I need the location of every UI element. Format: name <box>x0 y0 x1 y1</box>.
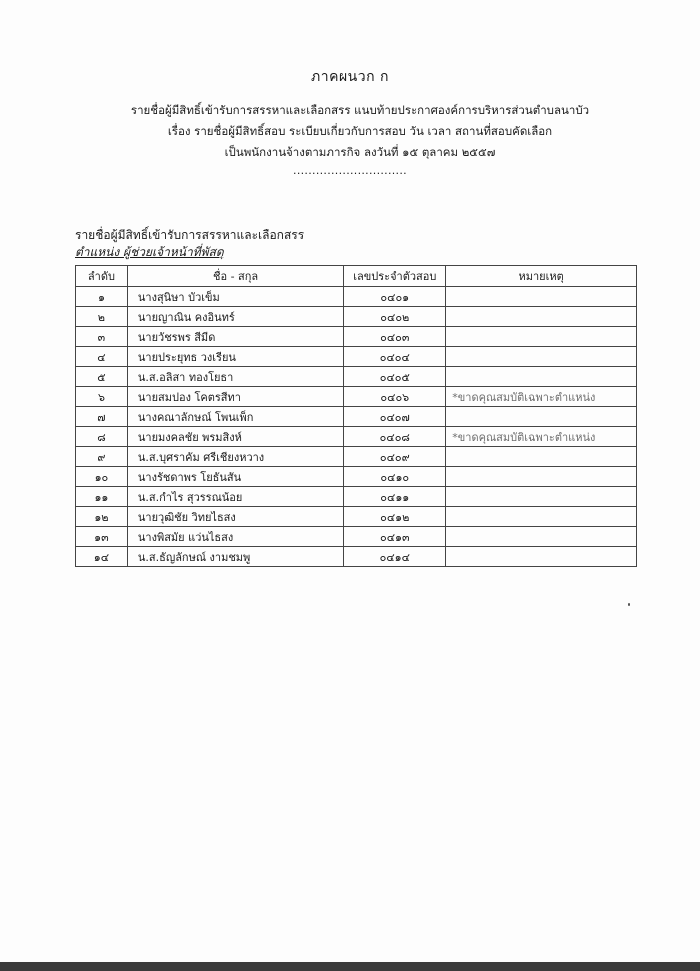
row-name: น.ส.ธัญลักษณ์ งามชมพู <box>127 547 343 567</box>
table-row <box>76 307 637 327</box>
appendix-title: ภาคผนวก ก <box>311 69 389 85</box>
row-exam-id: ๐๔๑๐ <box>344 467 446 487</box>
row-remark: *ขาดคุณสมบัติเฉพาะตำแหน่ง <box>446 427 637 447</box>
row-order: ๖ <box>76 387 128 407</box>
heading-line-1: รายชื่อผู้มีสิทธิ์เข้ารับการสรรหาและเลือกสรร แนบท้ายประกาศองค์การบริหารส่วนตำบลนาบัว <box>130 103 590 117</box>
position-line: ตำแหน่ง ผู้ช่วยเจ้าหน้าที่พัสดุ <box>75 245 224 259</box>
row-order: ๔ <box>76 347 128 367</box>
row-name: นางคณาลักษณ์ โพนเพ็ก <box>127 407 343 427</box>
header-order: ลำดับ <box>76 266 128 287</box>
row-name: นายสมปอง โคตรสีทา <box>127 387 343 407</box>
header-remark: หมายเหตุ <box>446 266 637 287</box>
row-remark <box>446 527 637 547</box>
heading-line-3: เป็นพนักงานจ้างตามภารกิจ ลงวันที่ ๑๕ ตุลาคม ๒๕๕๗ <box>224 145 496 159</box>
document-heading <box>60 100 660 163</box>
table-row <box>76 487 637 507</box>
row-remark: *ขาดคุณสมบัติเฉพาะตำแหน่ง <box>446 387 637 407</box>
row-exam-id: ๐๔๐๖ <box>344 387 446 407</box>
row-order: ๑๒ <box>76 507 128 527</box>
row-order: ๕ <box>76 367 128 387</box>
row-order: ๑๑ <box>76 487 128 507</box>
dotted-separator: .............................. <box>293 164 407 177</box>
row-name: นางสุนิษา บัวเข็ม <box>127 287 343 307</box>
row-order: ๓ <box>76 327 128 347</box>
row-order: ๑๓ <box>76 527 128 547</box>
row-order: ๙ <box>76 447 128 467</box>
row-name: นายประยุทธ วงเรียน <box>127 347 343 367</box>
row-exam-id: ๐๔๐๗ <box>344 407 446 427</box>
table-row <box>76 287 637 307</box>
table-row <box>76 367 637 387</box>
row-exam-id: ๐๔๑๑ <box>344 487 446 507</box>
row-remark <box>446 407 637 427</box>
row-remark <box>446 487 637 507</box>
row-remark <box>446 507 637 527</box>
row-order: ๗ <box>76 407 128 427</box>
row-name: นายวุฒิชัย วิทยไธสง <box>127 507 343 527</box>
row-exam-id: ๐๔๐๒ <box>344 307 446 327</box>
row-name: นายวัชรพร สีมีด <box>127 327 343 347</box>
row-remark <box>446 307 637 327</box>
table-row <box>76 407 637 427</box>
row-name: น.ส.กำไร สุวรรณน้อย <box>127 487 343 507</box>
header-exam-id: เลขประจำตัวสอบ <box>344 266 446 287</box>
row-order: ๑๔ <box>76 547 128 567</box>
row-order: ๘ <box>76 427 128 447</box>
row-name: น.ส.บุศราคัม ศรีเชียงหวาง <box>127 447 343 467</box>
section-title: รายชื่อผู้มีสิทธิ์เข้ารับการสรรหาและเลือกสรร <box>75 228 305 242</box>
table-row <box>76 427 637 447</box>
row-exam-id: ๐๔๐๔ <box>344 347 446 367</box>
table-row <box>76 547 637 567</box>
row-remark <box>446 327 637 347</box>
scan-speck <box>628 603 630 606</box>
row-order: ๑ <box>76 287 128 307</box>
row-remark <box>446 367 637 387</box>
row-name: นางพิสมัย แว่นไธสง <box>127 527 343 547</box>
row-order: ๑๐ <box>76 467 128 487</box>
table-row <box>76 447 637 467</box>
row-remark <box>446 347 637 367</box>
row-exam-id: ๐๔๑๓ <box>344 527 446 547</box>
row-exam-id: ๐๔๐๘ <box>344 427 446 447</box>
table-row <box>76 327 637 347</box>
row-exam-id: ๐๔๐๙ <box>344 447 446 467</box>
row-name: นางรัชดาพร โยธันสัน <box>127 467 343 487</box>
table-body <box>76 287 637 567</box>
table-row <box>76 507 637 527</box>
row-exam-id: ๐๔๑๒ <box>344 507 446 527</box>
row-order: ๒ <box>76 307 128 327</box>
table-header-row <box>76 266 637 287</box>
row-exam-id: ๐๔๑๔ <box>344 547 446 567</box>
row-remark <box>446 447 637 467</box>
row-name: นายมงคลชัย พรมสิงห์ <box>127 427 343 447</box>
table-row <box>76 527 637 547</box>
row-remark <box>446 547 637 567</box>
row-exam-id: ๐๔๐๑ <box>344 287 446 307</box>
heading-line-2: เรื่อง รายชื่อผู้มีสิทธิ์สอบ ระเบียบเกี่ยวกับการสอบ วัน เวลา สถานที่สอบคัดเลือก <box>167 124 553 138</box>
row-exam-id: ๐๔๐๕ <box>344 367 446 387</box>
candidate-table <box>75 265 637 567</box>
header-name: ชื่อ - สกุล <box>127 266 343 287</box>
row-name: น.ส.อลิสา ทองโยธา <box>127 367 343 387</box>
row-remark <box>446 287 637 307</box>
table-row <box>76 467 637 487</box>
scan-edge <box>0 962 700 971</box>
row-name: นายญาณิน คงอินทร์ <box>127 307 343 327</box>
table-row <box>76 387 637 407</box>
row-exam-id: ๐๔๐๓ <box>344 327 446 347</box>
row-remark <box>446 467 637 487</box>
table-row <box>76 347 637 367</box>
